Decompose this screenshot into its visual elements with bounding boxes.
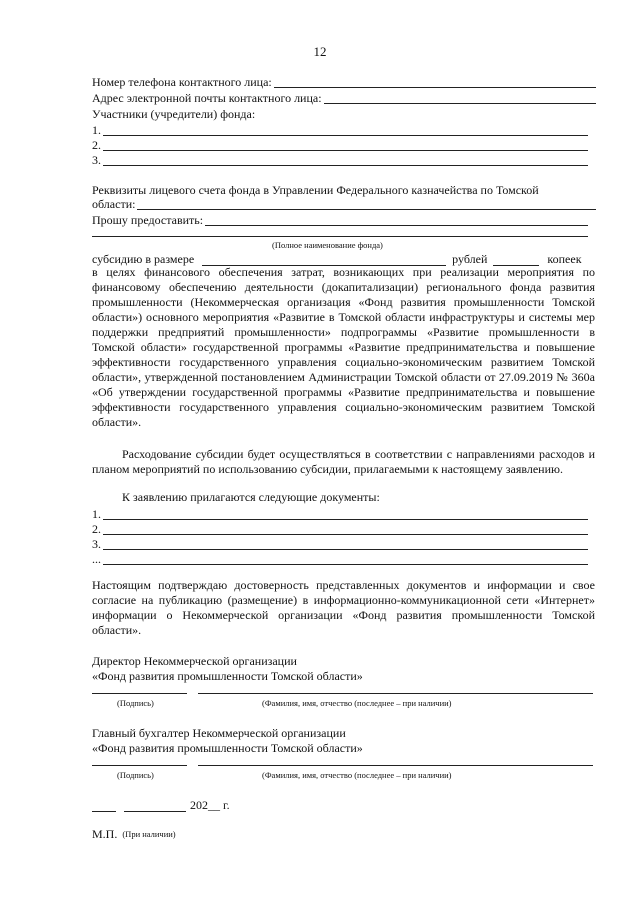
subsidy-prefix: субсидию в размере xyxy=(92,252,195,266)
director-title-line-1: Директор Некоммерческой организации xyxy=(92,654,297,668)
phone-blank[interactable] xyxy=(274,76,596,88)
director-name-blank[interactable] xyxy=(198,693,593,694)
document-line-more[interactable] xyxy=(92,551,588,566)
day-blank[interactable] xyxy=(92,801,116,812)
treasury-text: Реквизиты лицевого счета фонда в Управлении Федерального казначейства по Томской xyxy=(92,183,539,197)
treasury-label: области: xyxy=(92,197,136,211)
accountant-name-caption: (Фамилия, имя, отчество (последнее – при наличии) xyxy=(262,770,452,780)
document-number: 3. xyxy=(92,537,101,551)
document-line-3[interactable] xyxy=(92,536,588,551)
founders-heading xyxy=(92,106,596,121)
founder-number: 2. xyxy=(92,138,101,152)
fund-name-blank-line-2[interactable] xyxy=(92,236,588,237)
accountant-signature-blank[interactable] xyxy=(92,765,187,766)
stamp-line xyxy=(92,826,392,841)
month-blank[interactable] xyxy=(124,801,186,812)
spending-paragraph: Расходование субсидии будет осуществляться в соответствии с направлениями расходов и планом мероприятий по использованию субсидии, прилагаемыми к настоящему заявлению. xyxy=(92,447,595,476)
subsidy-amount-line[interactable] xyxy=(92,251,596,266)
accountant-name-blank[interactable] xyxy=(198,765,593,766)
email-field[interactable] xyxy=(92,90,596,105)
document-number: 2. xyxy=(92,522,101,536)
founder-number: 3. xyxy=(92,153,101,167)
founder-line-2[interactable] xyxy=(92,137,588,152)
kopecks-label: копеек xyxy=(547,252,582,266)
accountant-title-line-2: «Фонд развития промышленности Томской области» xyxy=(92,741,363,755)
request-field[interactable] xyxy=(92,212,588,227)
year-text: 202__ г. xyxy=(190,798,230,812)
document-line-1[interactable] xyxy=(92,506,588,521)
email-label: Адрес электронной почты контактного лица: xyxy=(92,91,322,105)
founder-line-1[interactable] xyxy=(92,122,588,137)
founder-blank[interactable] xyxy=(103,124,588,136)
date-line[interactable] xyxy=(92,797,292,812)
document-line-2[interactable] xyxy=(92,521,588,536)
accountant-sign-caption: (Подпись) xyxy=(117,770,154,780)
document-blank[interactable] xyxy=(103,538,588,550)
fund-name-caption: (Полное наименование фонда) xyxy=(272,240,383,250)
founder-line-3[interactable] xyxy=(92,152,588,167)
document-number: 1. xyxy=(92,507,101,521)
director-title-line-2: «Фонд развития промышленности Томской области» xyxy=(92,669,363,683)
founder-blank[interactable] xyxy=(103,139,588,151)
stamp-note: (При наличии) xyxy=(122,829,176,839)
email-blank[interactable] xyxy=(324,92,596,104)
founder-blank[interactable] xyxy=(103,154,588,166)
stamp-label: М.П. xyxy=(92,827,118,841)
director-name-caption: (Фамилия, имя, отчество (последнее – при наличии) xyxy=(262,698,452,708)
document-number: ... xyxy=(92,552,101,566)
director-sign-caption: (Подпись) xyxy=(117,698,154,708)
treasury-field[interactable] xyxy=(92,196,596,211)
phone-field[interactable] xyxy=(92,74,596,89)
founders-label: Участники (учредители) фонда: xyxy=(92,107,256,121)
treasury-blank[interactable] xyxy=(137,198,596,210)
fund-name-blank[interactable] xyxy=(205,214,588,226)
accountant-title-line-1: Главный бухгалтер Некоммерческой организации xyxy=(92,726,346,740)
treasury-line-1 xyxy=(92,182,596,197)
document-blank[interactable] xyxy=(103,508,588,520)
request-body: в целях финансового обеспечения затрат, возникающих при реализации мероприятия по финансовому обеспечению деятельности (докапитализации) регионального фонда развития промышленности (Некоммерческая организация «Фонд развития промышленности Томской области») основного мероприятия «Развитие в Томской области инфраструктуры и системы мер поддержки предприятий промышленности» подпрограммы «Развитие промышленности в Томской области» государственной программы «Развитие предпринимательства и повышение эффективности государственного управления социально-экономическим развитием Томской области», утвержденной постановлением Администрации Томской области от 27.09.2019 № 360а «Об утверждении государственной программы «Развитие предпринимательства и повышение эффективности государственного управления социально-экономическим развитием Томской области». xyxy=(92,265,595,429)
confirmation-paragraph: Настоящим подтверждаю достоверность представленных документов и информации и свое согласие на публикацию (размещение) в информационно-коммуникационной сети «Интернет» информации о Некоммерческой организации «Фонд развития промышленности Томской области». xyxy=(92,578,595,637)
page-number: 12 xyxy=(313,44,327,59)
request-label: Прошу предоставить: xyxy=(92,213,204,227)
phone-label: Номер телефона контактного лица: xyxy=(92,75,272,89)
document-blank[interactable] xyxy=(103,553,588,565)
document-blank[interactable] xyxy=(103,523,588,535)
documents-intro: К заявлению прилагаются следующие документы: xyxy=(122,490,380,504)
rubles-label: рублей xyxy=(452,252,488,266)
founder-number: 1. xyxy=(92,123,101,137)
director-signature-blank[interactable] xyxy=(92,693,187,694)
